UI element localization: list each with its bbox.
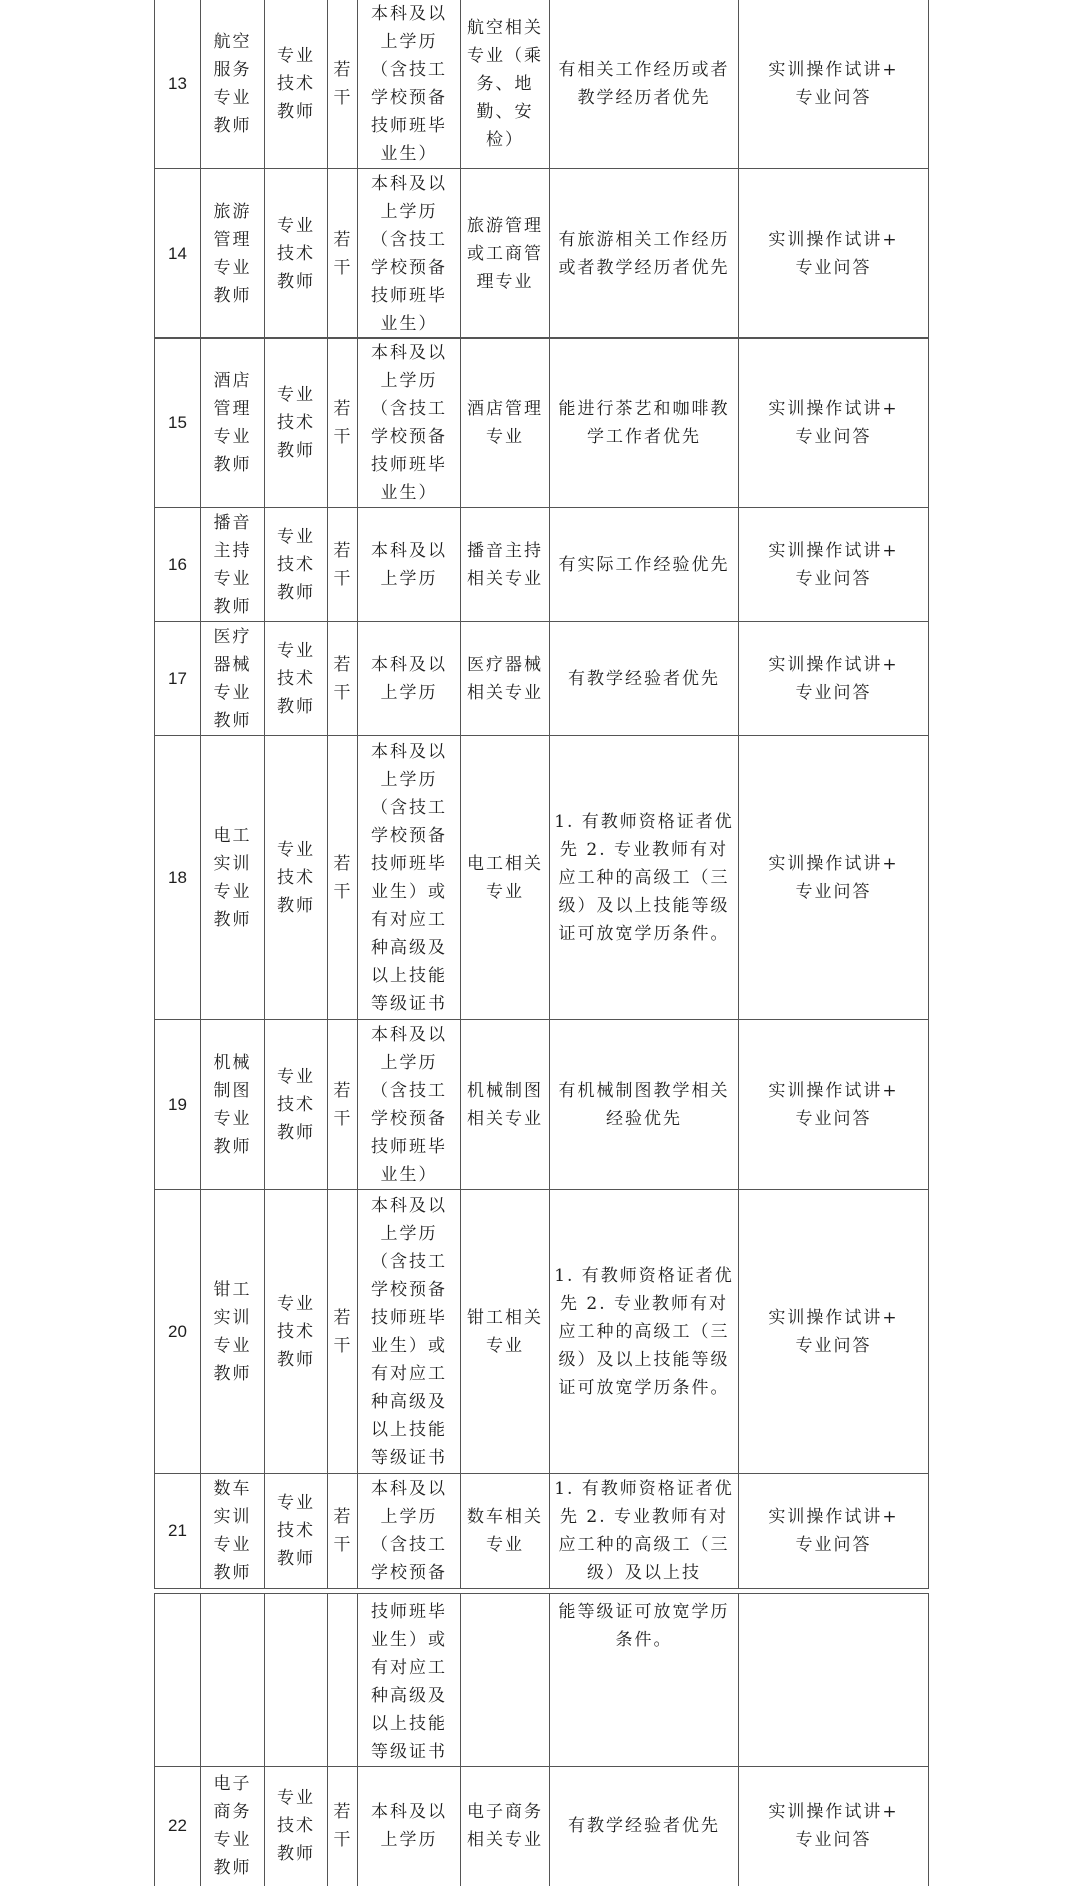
headcount: 若干 <box>328 1767 358 1886</box>
position-name: 电子商务专业教师 <box>201 1767 265 1886</box>
major-requirement: 医疗器械相关专业 <box>461 622 550 736</box>
other-requirement: 能等级证可放宽学历条件。 <box>550 1594 739 1767</box>
row-number: 22 <box>155 1767 201 1886</box>
assessment-method: 实训操作试讲+ 专业问答 <box>739 169 929 339</box>
headcount: 若干 <box>328 736 358 1020</box>
headcount: 若干 <box>328 508 358 622</box>
major-requirement: 钳工相关专业 <box>461 1190 550 1474</box>
position-category: 专业技术教师 <box>265 0 328 169</box>
position-name: 播音主持专业教师 <box>201 508 265 622</box>
major-requirement: 数车相关专业 <box>461 1474 550 1589</box>
other-requirement: 有机械制图教学相关经验优先 <box>550 1020 739 1190</box>
other-requirement: 能进行茶艺和咖啡教学工作者优先 <box>550 338 739 508</box>
other-requirement: 有教学经验者优先 <box>550 1767 739 1886</box>
headcount: 若干 <box>328 1474 358 1589</box>
position-category <box>265 1594 328 1767</box>
row-number: 21 <box>155 1474 201 1589</box>
table-row <box>155 1190 929 1474</box>
headcount: 若干 <box>328 0 358 169</box>
position-category: 专业技术教师 <box>265 1767 328 1886</box>
position-name: 酒店管理专业教师 <box>201 338 265 508</box>
other-requirement: 1. 有教师资格证者优先 2. 专业教师有对应工种的高级工（三级）及以上技 <box>550 1474 739 1589</box>
assessment-method <box>739 1594 929 1767</box>
row-number: 14 <box>155 169 201 339</box>
position-category: 专业技术教师 <box>265 508 328 622</box>
assessment-method: 实训操作试讲+ 专业问答 <box>739 736 929 1020</box>
assessment-method: 实训操作试讲+ 专业问答 <box>739 1474 929 1589</box>
position-category: 专业技术教师 <box>265 736 328 1020</box>
row-number: 20 <box>155 1190 201 1474</box>
position-category: 专业技术教师 <box>265 1474 328 1589</box>
row-number: 18 <box>155 736 201 1020</box>
education-requirement: 技师班毕业生）或有对应工种高级及以上技能等级证书 <box>358 1594 461 1767</box>
other-requirement: 有旅游相关工作经历或者教学经历者优先 <box>550 169 739 339</box>
table-row <box>155 1474 929 1589</box>
row-number: 15 <box>155 338 201 508</box>
position-name: 医疗器械专业教师 <box>201 622 265 736</box>
other-requirement: 有实际工作经验优先 <box>550 508 739 622</box>
position-category: 专业技术教师 <box>265 338 328 508</box>
table-block-top <box>154 0 928 339</box>
headcount: 若干 <box>328 622 358 736</box>
position-name: 数车实训专业教师 <box>201 1474 265 1589</box>
table-row <box>155 736 929 1020</box>
position-name: 航空服务专业教师 <box>201 0 265 169</box>
education-requirement: 本科及以上学历（含技工学校预备技师班毕业生） <box>358 1020 461 1190</box>
position-category: 专业技术教师 <box>265 1020 328 1190</box>
education-requirement: 本科及以上学历（含技工学校预备技师班毕业生）或有对应工种高级及以上技能等级证书 <box>358 736 461 1020</box>
education-requirement: 本科及以上学历 <box>358 508 461 622</box>
assessment-method: 实训操作试讲+ 专业问答 <box>739 622 929 736</box>
position-name: 机械制图专业教师 <box>201 1020 265 1190</box>
row-number: 17 <box>155 622 201 736</box>
table-row <box>155 622 929 736</box>
education-requirement: 本科及以上学历 <box>358 1767 461 1886</box>
education-requirement: 本科及以上学历（含技工学校预备技师班毕业生） <box>358 338 461 508</box>
position-category: 专业技术教师 <box>265 169 328 339</box>
recruitment-table-part-2 <box>154 337 929 1589</box>
other-requirement: 1. 有教师资格证者优先 2. 专业教师有对应工种的高级工（三级）及以上技能等级证可放宽学历条件。 <box>550 1190 739 1474</box>
education-requirement: 本科及以上学历 <box>358 622 461 736</box>
table-row <box>155 508 929 622</box>
recruitment-table-part-3 <box>154 1593 929 1886</box>
table-row <box>155 1594 929 1767</box>
table-row <box>155 1767 929 1886</box>
recruitment-table-part-1 <box>154 0 929 339</box>
other-requirement: 1. 有教师资格证者优先 2. 专业教师有对应工种的高级工（三级）及以上技能等级证可放宽学历条件。 <box>550 736 739 1020</box>
headcount: 若干 <box>328 1190 358 1474</box>
headcount: 若干 <box>328 169 358 339</box>
headcount: 若干 <box>328 338 358 508</box>
assessment-method: 实训操作试讲+ 专业问答 <box>739 508 929 622</box>
major-requirement: 酒店管理专业 <box>461 338 550 508</box>
table-block-bottom <box>154 1593 928 1886</box>
row-number <box>155 1594 201 1767</box>
major-requirement: 机械制图相关专业 <box>461 1020 550 1190</box>
table-row <box>155 0 929 169</box>
position-name <box>201 1594 265 1767</box>
other-requirement: 有相关工作经历或者教学经历者优先 <box>550 0 739 169</box>
headcount <box>328 1594 358 1767</box>
other-requirement: 有教学经验者优先 <box>550 622 739 736</box>
table-row <box>155 1020 929 1190</box>
table-row <box>155 338 929 508</box>
major-requirement: 航空相关专业（乘务、地勤、安检） <box>461 0 550 169</box>
position-category: 专业技术教师 <box>265 1190 328 1474</box>
table-block-middle <box>154 337 928 1589</box>
headcount: 若干 <box>328 1020 358 1190</box>
assessment-method: 实训操作试讲+ 专业问答 <box>739 0 929 169</box>
table-row <box>155 169 929 339</box>
assessment-method: 实训操作试讲+ 专业问答 <box>739 1020 929 1190</box>
major-requirement: 电工相关专业 <box>461 736 550 1020</box>
education-requirement: 本科及以上学历（含技工学校预备技师班毕业生）或有对应工种高级及以上技能等级证书 <box>358 1190 461 1474</box>
position-name: 钳工实训专业教师 <box>201 1190 265 1474</box>
position-name: 电工实训专业教师 <box>201 736 265 1020</box>
major-requirement: 旅游管理或工商管理专业 <box>461 169 550 339</box>
position-name: 旅游管理专业教师 <box>201 169 265 339</box>
education-requirement: 本科及以上学历（含技工学校预备技师班毕业生） <box>358 169 461 339</box>
assessment-method: 实训操作试讲+ 专业问答 <box>739 338 929 508</box>
major-requirement: 电子商务相关专业 <box>461 1767 550 1886</box>
row-number: 19 <box>155 1020 201 1190</box>
education-requirement: 本科及以上学历（含技工学校预备技师班毕业生） <box>358 0 461 169</box>
major-requirement: 播音主持相关专业 <box>461 508 550 622</box>
assessment-method: 实训操作试讲+ 专业问答 <box>739 1767 929 1886</box>
assessment-method: 实训操作试讲+ 专业问答 <box>739 1190 929 1474</box>
education-requirement: 本科及以上学历（含技工学校预备 <box>358 1474 461 1589</box>
major-requirement <box>461 1594 550 1767</box>
row-number: 16 <box>155 508 201 622</box>
row-number: 13 <box>155 0 201 169</box>
position-category: 专业技术教师 <box>265 622 328 736</box>
